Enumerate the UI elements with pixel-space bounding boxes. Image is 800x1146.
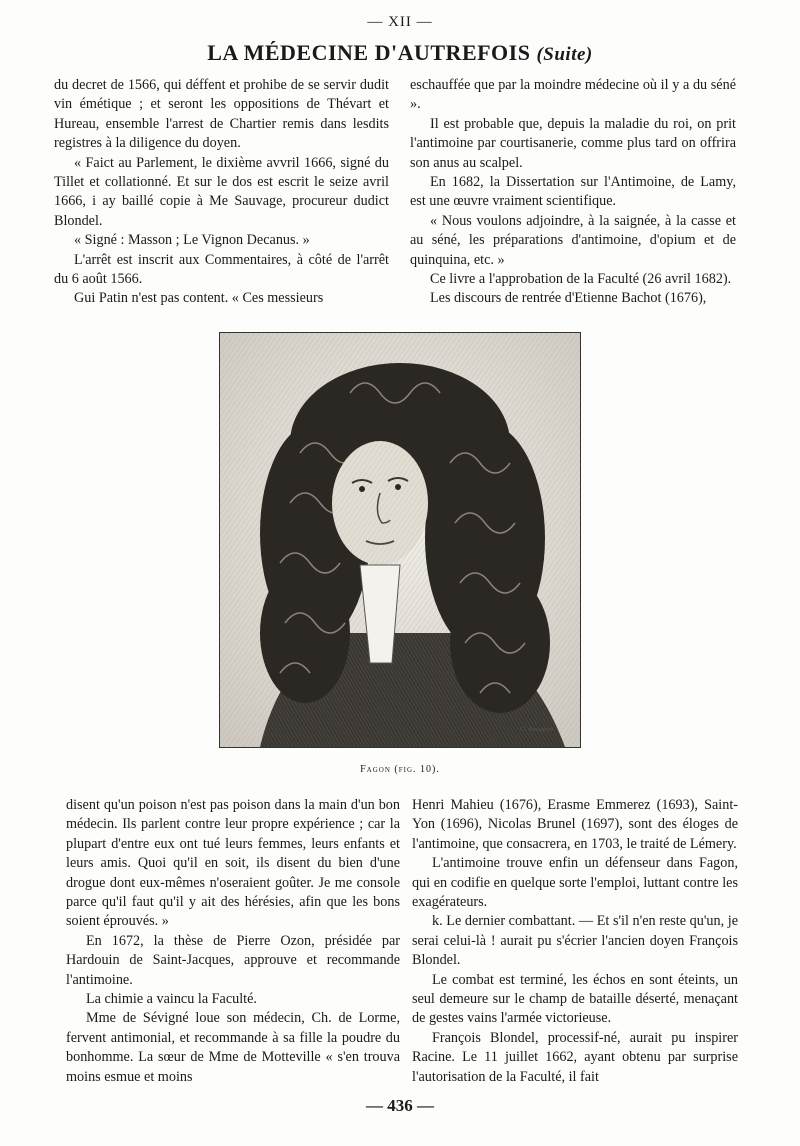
paragraph: Il est probable que, depuis la maladie du roi, on prit l'antimoine par courtisanerie, comme plus tard on offrira son anus au scalpel. xyxy=(410,115,736,171)
paragraph: Les discours de rentrée d'Etienne Bachot (1676), xyxy=(430,290,707,307)
engraver-signature: Cl. Rossignon xyxy=(520,727,554,733)
column-top-right xyxy=(410,76,736,309)
paragraph: Henri Mahieu (1676), Erasme Emmerez (1693), Saint-Yon (1696), Nicolas Brunel (1697), sont des éloges de l'antimoine, que consacrera, en 1703, le traité de Lémery. xyxy=(412,797,738,852)
portrait-figure xyxy=(219,332,581,748)
paragraph: « Nous voulons adjoindre, à la saignée, à la casse et au séné, les préparations d'antimoine, d'opium et de quinquina, etc. » xyxy=(410,212,736,268)
title-suite: (Suite) xyxy=(536,44,593,65)
paragraph: k. Le dernier combattant. — Et s'il n'en reste qu'un, je serai celui-là ! aurait pu s'écrier l'ancien doyen François Blondel. xyxy=(412,913,738,969)
page-number: — 436 — xyxy=(366,1096,434,1115)
title-text: LA MÉDECINE D'AUTREFOIS xyxy=(207,40,531,65)
column-bottom-left xyxy=(66,796,400,1087)
paragraph: Ce livre a l'approbation de la Faculté (26 avril 1682). xyxy=(430,271,732,288)
column-bottom-right xyxy=(412,796,738,1087)
paragraph: « Faict au Parlement, le dixième avvril 1666, signé du Tillet et collationné. Et sur le dos est escrit le seize avril 1666, i ay baillé copie à Me Sauvage, procureur dudict Blondel. xyxy=(54,154,389,229)
paragraph: François Blondel, processif-né, aurait pu inspirer Racine. Le 11 juillet 1662, ayant obtenu par surprise l'autorisation de la Faculté, il fait xyxy=(412,1029,738,1085)
paragraph: Le combat est terminé, les échos en sont éteints, un seul demeure sur le champ de bataille déserté, menaçant de gestes vains l'armée victorieuse. xyxy=(412,971,738,1027)
paragraph: Mme de Sévigné loue son médecin, Ch. de Lorme, fervent antimonial, et recommande à sa fille la poudre du bonhomme. La sœur de Mme de Motteville « s'en trouva moins esmue et moins xyxy=(66,1010,400,1085)
paragraph: du decret de 1566, qui déffent et prohibe de se servir dudit vin émétique ; et seront les oppositions de Thévart et Hureau, ensemble l'arrest de Chartier remis dans lesdits registres à la diligence du doyen. xyxy=(54,77,389,152)
paragraph: disent qu'un poison n'est pas poison dans la main d'un bon médecin. Ils parlent contre leur propre expérience ; car la plupart d'entre eux ont tué leurs femmes, leurs enfants et leurs amis. Quoi qu'il en soit, ils disent du bien d'une drogue dont eux-mêmes n'oseraient goûter. Je me console parce qu'il faut qu'il y ait des hérésies, afin que les bons soient éprouvés. » xyxy=(66,797,400,930)
paragraph: En 1682, la Dissertation sur l'Antimoine, de Lamy, est une œuvre vraiment scientifique. xyxy=(410,174,736,210)
paragraph: L'antimoine trouve enfin un défenseur dans Fagon, qui en codifie en quelque sorte l'emploi, luttant contre les exagérateurs. xyxy=(412,855,738,911)
paragraph: eschauffée que par la moindre médecine où il y a du séné ». xyxy=(410,77,736,113)
page-header-roman: — XII — xyxy=(367,14,433,30)
column-top-left xyxy=(54,76,389,309)
paragraph: La chimie a vaincu la Faculté. xyxy=(86,991,257,1008)
paragraph: « Signé : Masson ; Le Vignon Decanus. » xyxy=(74,232,310,249)
paragraph: L'arrêt est inscrit aux Commentaires, à côté de l'arrêt du 6 août 1566. xyxy=(54,251,389,288)
paragraph: En 1672, la thèse de Pierre Ozon, présidée par Hardouin de Saint-Jacques, approuve et recommande l'antimoine. xyxy=(66,932,400,988)
page-title xyxy=(0,40,800,66)
figure-caption: Fagon (fig. 10). xyxy=(360,764,440,775)
fagon-portrait-image xyxy=(220,333,580,747)
paragraph: Gui Patin n'est pas content. « Ces messieurs xyxy=(74,290,324,307)
